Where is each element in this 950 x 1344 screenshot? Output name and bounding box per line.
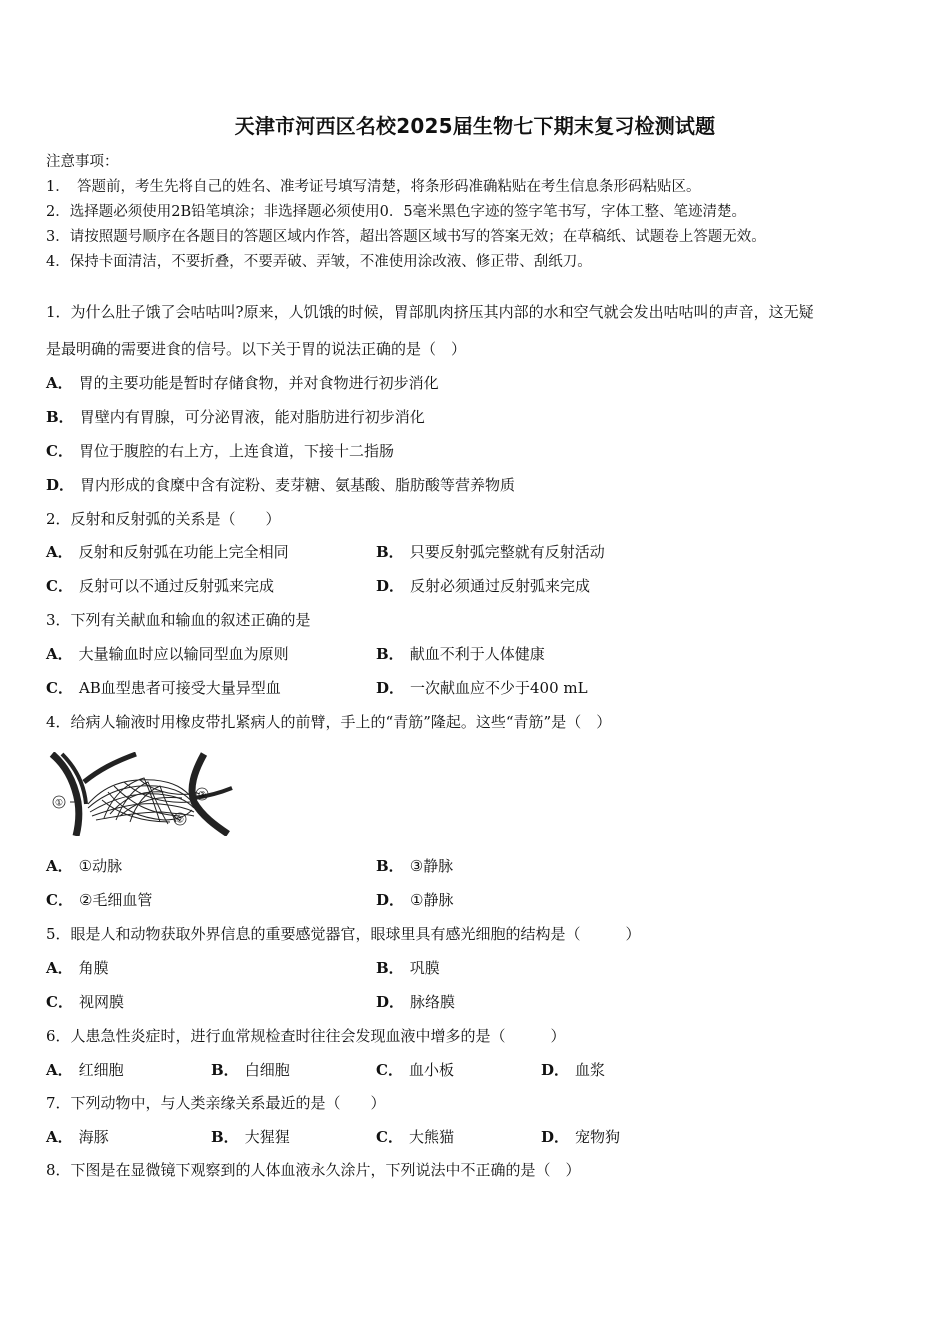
option-key: C． bbox=[46, 577, 73, 595]
question-7-stem: 7．下列动物中，与人类亲缘关系最近的是（ ） bbox=[46, 1094, 386, 1112]
question-7-option-c[interactable] bbox=[376, 1127, 454, 1147]
notice-item: 1． 答题前，考生先将自己的姓名、准考证号填写清楚，将条形码准确粘贴在考生信息条形码粘贴区。 bbox=[46, 179, 701, 195]
option-key: C． bbox=[46, 993, 73, 1011]
option-text: ③静脉 bbox=[409, 857, 454, 875]
option-key: A． bbox=[46, 543, 73, 561]
option-text: 一次献血应不少于400 mL bbox=[410, 679, 588, 697]
option-key: B． bbox=[376, 857, 404, 875]
option-text: 白细胞 bbox=[244, 1061, 290, 1079]
option-key: D． bbox=[541, 1061, 570, 1079]
question-6-option-d[interactable] bbox=[541, 1060, 605, 1080]
figure-label-2: ② bbox=[175, 815, 185, 826]
option-key: A． bbox=[46, 1061, 73, 1079]
option-text: 大熊猫 bbox=[408, 1128, 454, 1146]
option-text: ②毛细血管 bbox=[78, 891, 153, 909]
question-5-option-c[interactable] bbox=[46, 992, 124, 1012]
option-key: D． bbox=[46, 476, 75, 494]
option-key: D． bbox=[376, 577, 405, 595]
option-key: C． bbox=[376, 1128, 403, 1146]
option-key: A． bbox=[46, 857, 73, 875]
question-4-option-b[interactable] bbox=[376, 856, 453, 876]
question-4-option-a[interactable] bbox=[46, 856, 122, 876]
option-text: 血小板 bbox=[408, 1061, 454, 1079]
notice-item: 2．选择题必须使用2B铅笔填涂；非选择题必须使用0．5毫米黑色字迹的签字笔书写，字体工整、笔迹清楚。 bbox=[46, 204, 747, 220]
notice-item: 3．请按照题号顺序在各题目的答题区域内作答，超出答题区域书写的答案无效；在草稿纸、试题卷上答题无效。 bbox=[46, 229, 766, 245]
question-7-option-a[interactable] bbox=[46, 1127, 109, 1147]
option-text: 胃内形成的食糜中含有淀粉、麦芽糖、氨基酸、脂肪酸等营养物质 bbox=[80, 476, 516, 494]
option-key: B． bbox=[376, 645, 404, 663]
option-text: AB血型患者可接受大量异型血 bbox=[78, 679, 281, 697]
option-key: B． bbox=[376, 543, 404, 561]
question-1-option-a[interactable] bbox=[46, 373, 439, 393]
question-3-option-d[interactable] bbox=[376, 678, 588, 698]
option-text: 血浆 bbox=[575, 1061, 606, 1079]
option-text: 大猩猩 bbox=[244, 1128, 290, 1146]
option-text: 胃位于腹腔的右上方，上连食道，下接十二指肠 bbox=[78, 442, 394, 460]
option-text: 视网膜 bbox=[78, 993, 124, 1011]
option-text: 角膜 bbox=[78, 959, 109, 977]
option-text: 胃壁内有胃腺，可分泌胃液，能对脂肪进行初步消化 bbox=[79, 408, 425, 426]
question-5-option-b[interactable] bbox=[376, 958, 440, 978]
option-text: 反射必须通过反射弧来完成 bbox=[410, 577, 591, 595]
option-text: 宠物狗 bbox=[575, 1128, 621, 1146]
question-2-option-b[interactable] bbox=[376, 542, 605, 562]
question-4-option-c[interactable] bbox=[46, 890, 152, 910]
page-title: 天津市河西区名校2025届生物七下期末复习检测试题 bbox=[234, 114, 716, 138]
option-key: B． bbox=[211, 1128, 239, 1146]
figure-label-3: ③ bbox=[197, 790, 207, 801]
question-2-option-a[interactable] bbox=[46, 542, 289, 562]
question-6-option-b[interactable] bbox=[211, 1060, 290, 1080]
option-text: 红细胞 bbox=[78, 1061, 124, 1079]
option-key: A． bbox=[46, 645, 73, 663]
option-text: 反射和反射弧在功能上完全相同 bbox=[78, 543, 289, 561]
question-1-option-b[interactable] bbox=[46, 407, 425, 427]
question-4-option-d[interactable] bbox=[376, 890, 453, 910]
question-7-option-d[interactable] bbox=[541, 1127, 620, 1147]
option-key: C． bbox=[46, 442, 73, 460]
question-2-stem: 2．反射和反射弧的关系是（ ） bbox=[46, 510, 281, 528]
question-4-stem: 4．给病人输液时用橡皮带扎紧病人的前臂，手上的“青筋”隆起。这些“青筋”是（ ） bbox=[46, 713, 612, 731]
option-key: B． bbox=[211, 1061, 239, 1079]
option-text: 只要反射弧完整就有反射活动 bbox=[409, 543, 605, 561]
option-key: D． bbox=[541, 1128, 570, 1146]
blood-vessel-figure bbox=[44, 752, 234, 836]
question-1-stem: 1．为什么肚子饿了会咕咕叫?原来，人饥饿的时候，胃部肌肉挤压其内部的水和空气就会发出咕咕叫的声音，这无疑 bbox=[46, 303, 814, 321]
option-text: 反射可以不通过反射弧来完成 bbox=[78, 577, 274, 595]
option-key: C． bbox=[46, 679, 73, 697]
option-text: ①动脉 bbox=[78, 857, 123, 875]
option-key: D． bbox=[376, 679, 405, 697]
option-text: ①静脉 bbox=[410, 891, 454, 909]
question-3-option-a[interactable] bbox=[46, 644, 289, 664]
option-key: D． bbox=[376, 891, 405, 909]
notice-heading: 注意事项： bbox=[46, 154, 119, 170]
option-key: A． bbox=[46, 374, 73, 392]
question-3-option-b[interactable] bbox=[376, 644, 545, 664]
option-text: 脉络膜 bbox=[410, 993, 456, 1011]
option-text: 大量输血时应以输同型血为原则 bbox=[78, 645, 289, 663]
question-1-stem-cont: 是最明确的需要进食的信号。以下关于胃的说法正确的是（ ） bbox=[46, 340, 467, 358]
option-key: C． bbox=[376, 1061, 403, 1079]
figure-label-1: ① bbox=[54, 798, 64, 809]
option-text: 献血不利于人体健康 bbox=[409, 645, 545, 663]
question-6-option-a[interactable] bbox=[46, 1060, 124, 1080]
question-2-option-d[interactable] bbox=[376, 576, 590, 596]
question-6-option-c[interactable] bbox=[376, 1060, 454, 1080]
option-key: A． bbox=[46, 959, 73, 977]
option-text: 胃的主要功能是暂时存储食物，并对食物进行初步消化 bbox=[78, 374, 439, 392]
question-2-option-c[interactable] bbox=[46, 576, 274, 596]
question-8-stem: 8．下图是在显微镜下观察到的人体血液永久涂片，下列说法中不正确的是（ ） bbox=[46, 1161, 581, 1179]
option-key: C． bbox=[46, 891, 73, 909]
option-key: A． bbox=[46, 1128, 73, 1146]
notice-item: 4．保持卡面清洁，不要折叠，不要弄破、弄皱，不准使用涂改液、修正带、刮纸刀。 bbox=[46, 254, 592, 270]
question-3-stem: 3．下列有关献血和输血的叙述正确的是 bbox=[46, 611, 311, 629]
option-key: B． bbox=[46, 408, 74, 426]
question-7-option-b[interactable] bbox=[211, 1127, 290, 1147]
question-1-option-d[interactable] bbox=[46, 475, 515, 495]
question-5-option-d[interactable] bbox=[376, 992, 455, 1012]
question-5-option-a[interactable] bbox=[46, 958, 109, 978]
option-key: B． bbox=[376, 959, 404, 977]
option-key: D． bbox=[376, 993, 405, 1011]
question-1-option-c[interactable] bbox=[46, 441, 394, 461]
question-5-stem: 5．眼是人和动物获取外界信息的重要感觉器官，眼球里具有感光细胞的结构是（ ） bbox=[46, 925, 641, 943]
question-3-option-c[interactable] bbox=[46, 678, 281, 698]
question-6-stem: 6．人患急性炎症时，进行血常规检查时往往会发现血液中增多的是（ ） bbox=[46, 1027, 566, 1045]
option-text: 海豚 bbox=[78, 1128, 109, 1146]
option-text: 巩膜 bbox=[409, 959, 440, 977]
